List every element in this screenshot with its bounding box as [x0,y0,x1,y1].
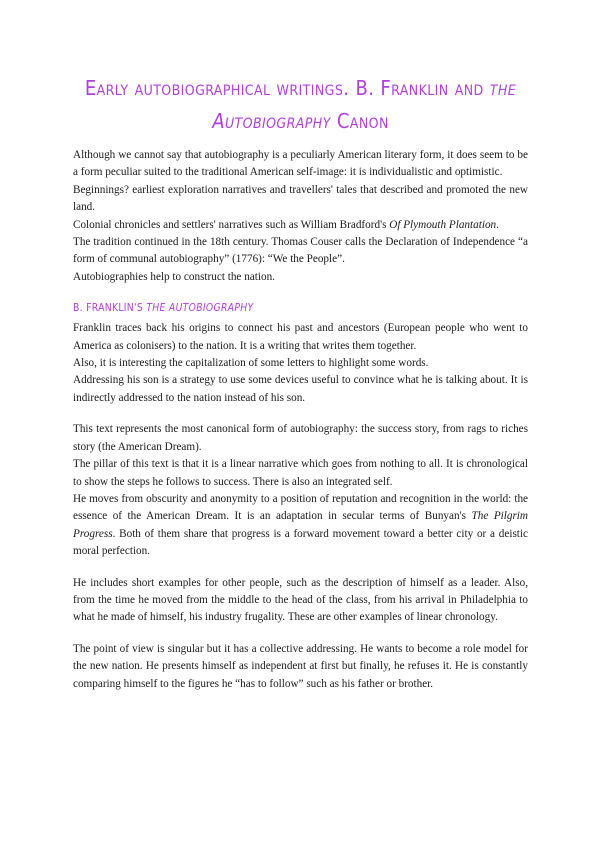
paragraph-gap [73,407,528,421]
intro-p3-text: Colonial chronicles and settlers' narratives such as William Bradford's [73,218,390,231]
intro-paragraph-3 [73,217,528,234]
section-paragraph-7: He includes short examples for other people, such as the description of himself as a leader. Also, from the time he moved from the middle to the head of the class, from his arrival in Philadelphia to what he made of himself, his industry frugality. These are other examples of linear chronology. [73,576,528,624]
title-italic-the: the [489,76,517,100]
section-paragraph-6 [73,491,528,561]
section-paragraph-1: Franklin traces back his origins to connect his past and ancestors (European people who went to America as colonisers) to the nation. It is a writing that writes them together. [73,322,528,352]
section-heading [73,301,528,315]
section-paragraph-2: Also, it is interesting the capitalization of some letters to highlight some words. [73,357,429,370]
title-line-1 [73,72,528,105]
title-italic-autobiography: Autobiography [212,109,331,133]
title-text-canon: Canon [330,109,389,133]
section-paragraph-5: The pillar of this text is that it is a linear narrative which goes from nothing to all. It is chronological to show the steps he follows to success. There is also an integrated self. [73,458,528,488]
section-heading-text: B. FRANKLIN'S [73,302,147,315]
section-paragraph-4: This text represents the most canonical form of autobiography: the success story, from rags to riches story (the American Dream). [73,423,528,453]
paragraph-gap [73,627,528,641]
intro-paragraph-4: The tradition continued in the 18th century. Thomas Couser calls the Declaration of Independence “a form of communal autobiography” (1776): “We the People”. [73,236,528,266]
page-title [73,0,528,138]
title-line-2 [73,105,528,138]
intro-p3-end: . [496,218,499,231]
section-p6-title: The Pilgrim Progress [73,510,528,540]
title-text-1: Early autobiographical writings. B. Franklin and [84,76,490,100]
section-paragraph-8: The point of view is singular but it has a collective addressing. He wants to become a role model for the new nation. He presents himself as independent at first but finally, he refuses it. He is constantly comparing himself to the figures he “has to follow” such as his father or brother. [73,642,528,690]
paragraph-gap [73,561,528,575]
intro-paragraph-5: Autobiographies help to construct the nation. [73,270,275,283]
section-p6-end: . Both of them share that progress is a forward movement toward a better city or a deistic moral perfection. [73,527,528,558]
section-paragraph-3: Addressing his son is a strategy to use some devices useful to convince what he is talking about. It is indirectly addressed to the nation instead of his son. [73,374,528,404]
intro-p3-title: Of Plymouth Plantation [389,218,497,231]
intro-paragraph-1: Although we cannot say that autobiography is a peculiarly American literary form, it does seem to be a form peculiar suited to the traditional American self-image: it is individualistic and optimistic. [73,149,528,179]
section-heading-italic: THE AUTOBIOGRAPHY [146,302,254,315]
intro-paragraph-2: Beginnings? earliest exploration narratives and travellers' tales that described and promoted the new land. [73,183,528,214]
section-p6-text: He moves from obscurity and anonymity to a position of reputation and recognition in the world: the essence of the American Dream. It is an adaptation in secular terms of Bunyan's [73,492,528,523]
